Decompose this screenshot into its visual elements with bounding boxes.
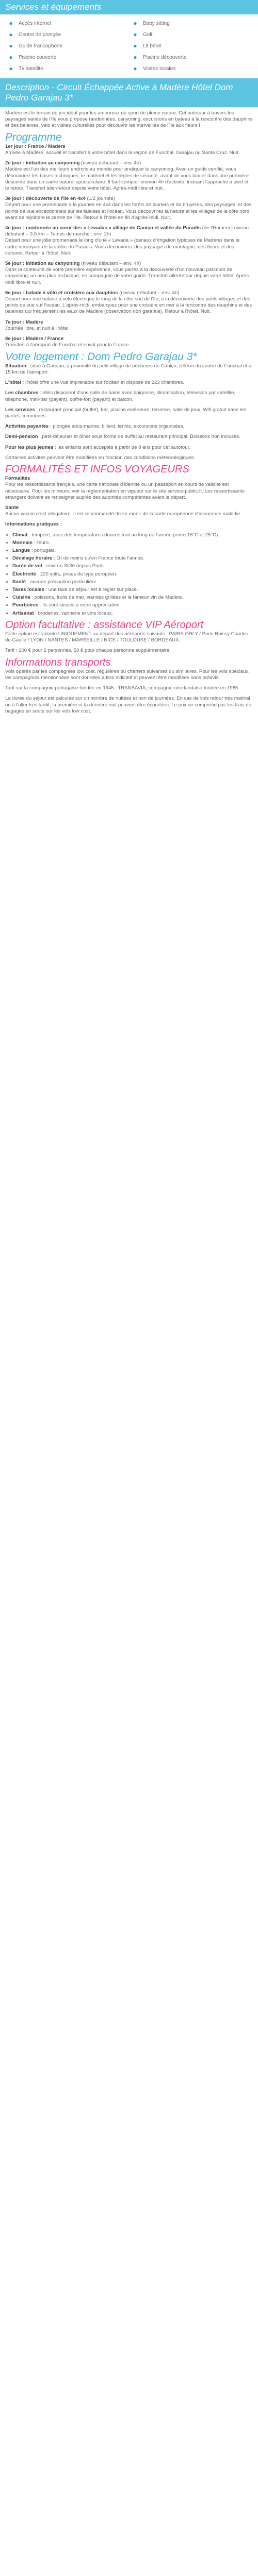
programme-day xyxy=(5,319,253,332)
info-item-text: 220 volts, prises de type européen. xyxy=(40,571,118,577)
programme-day-head: 8e jour : Madère / France xyxy=(5,336,64,342)
formalities-info-label: Informations pratiques : xyxy=(5,521,62,528)
services-title: Services et équipements xyxy=(0,0,258,14)
info-item: • Électricité : 220 volts, prises de type européen. xyxy=(12,571,253,578)
programme-day-head: 5e jour : initiation au canyoning xyxy=(5,261,80,267)
programme-day-extra: (niveau débutant – env. 4h) xyxy=(81,160,141,166)
info-item-label: Taxes locales xyxy=(12,586,44,592)
page xyxy=(0,0,258,722)
hotel-half-board-label: Demi-pension xyxy=(5,434,38,440)
diving-icon: ● xyxy=(9,31,13,38)
info-item: • Pourboires : ils sont laissés à votre appréciation. xyxy=(12,602,253,608)
programme-day-extra: (1/2 journée) xyxy=(87,196,115,202)
transports-airlines: Tarif sur la compagnie portugaise fondée en 1945 : TRANSAVIA, compagnie néerlandaise fondée en 1965. xyxy=(5,685,240,691)
info-item: • Santé : aucune précaution particulière. xyxy=(12,579,253,585)
programme-day-head: 7e jour : Madère xyxy=(5,319,43,325)
transports-title: Informations transports xyxy=(5,656,111,668)
description-title: Description - Circuit Échappée Active à Madère Hôtel Dom Pedro Garajau 3* xyxy=(0,78,258,107)
formalities-docs xyxy=(5,476,253,501)
services-grid xyxy=(0,14,258,78)
programme-list xyxy=(5,144,253,349)
options-title: Option facultative : assistance VIP Aéroport xyxy=(5,619,204,631)
hotel-situation-text: : situé à Garajau, à proximité du petit village de pêcheurs de Caniço, à 5 km du centre de Funchal et à 15 km de l'aéroport. xyxy=(5,363,252,375)
info-item-label: Santé xyxy=(12,579,26,585)
info-item: • Monnaie : l'euro. xyxy=(12,540,253,546)
programme-day-extra: (niveau débutant – env. 4h) xyxy=(81,261,141,267)
formalities-title: FORMALITÉS ET INFOS VOYAGEURS xyxy=(5,463,189,475)
service-label: Golf xyxy=(143,31,153,38)
service-item xyxy=(132,41,251,50)
programme-day-text: Transfert à l'aéroport de Funchal et envol pour la France. xyxy=(5,342,130,348)
formalities-docs-text: Pour les ressortissants français, une carte nationale d'identité ou un passeport en cours de validité est nécessaire. Pour les mineurs, voir la réglementation en vigueur sur le site service-public.fr. Les ressortissants étrangers doivent se renseigner auprès des autorités compétentes avant le départ. xyxy=(5,482,245,500)
hotel-rooms xyxy=(5,390,253,402)
info-item-text: une taxe de séjour est à régler sur place. xyxy=(48,586,138,592)
formalities-health xyxy=(5,505,253,517)
info-item: • Artisanat : broderies, vannerie et vins locaux. xyxy=(12,611,253,617)
service-label: Lit bébé xyxy=(143,43,162,49)
hotel-services-text: : restaurant principal (buffet), bar, piscine extérieure, terrasse, salle de jeux, Wifi gratuit dans les parties communes. xyxy=(5,406,246,419)
hotel-rooms-label: Les chambres xyxy=(5,390,39,396)
info-item-label: Pourboires xyxy=(12,602,39,608)
wifi-icon: ● xyxy=(9,20,13,27)
info-item-text: broderies, vannerie et vins locaux. xyxy=(38,610,114,616)
hotel-important-text: : les enfants sont acceptés à partir de 8 ans pour cet autotour. xyxy=(54,444,190,450)
programme-day xyxy=(5,290,253,315)
service-item xyxy=(7,19,126,28)
programme-day-text: Départ pour une promenade à la journée en 4x4 dans les forêts de lauriers et de bruyères, des paysages, et des points de vue exceptionnels sur les falaises et l'océan. Vous découvrirez la nature et les villages de la côte nord avant de rejoindre le centre de l'île. Retour à l'hôtel en fin d'après-midi. Nuit. xyxy=(5,202,252,221)
crib-icon: ● xyxy=(133,42,137,49)
service-item xyxy=(7,64,126,73)
guide-icon: ● xyxy=(9,42,13,49)
options-price: Tarif : 100 € pour 2 personnes, 50 € pour chaque personne supplémentaire. xyxy=(5,648,171,654)
info-item-label: Monnaie xyxy=(12,539,33,546)
tour-icon: ● xyxy=(133,65,137,72)
formalities-info-list xyxy=(5,532,253,617)
service-label: Centre de plongée xyxy=(19,31,61,38)
service-item xyxy=(132,19,251,28)
programme-day xyxy=(5,196,253,221)
programme-day-extra: (niveau débutant – env. 4h) xyxy=(119,290,180,296)
formalities-docs-label: Formalités xyxy=(5,476,30,482)
transports-text: Vols opérés par les compagnies low cost, régulières ou charters suivantes ou similaires. Pour les vols spéciaux, les compagnies mentionnées sont données à titre indicatif et peuvent être modifiées sans préavis. xyxy=(5,668,250,681)
info-item-label: Climat xyxy=(12,532,28,538)
programme-day-text: Arrivée à Madère, accueil et transfert à votre hôtel dans la région de Funchal. Garajau ou Santa Cruz. Nuit. xyxy=(5,150,240,156)
info-item-text: poissons, fruits de mer, viandes grillées et le fameux vin de Madère. xyxy=(34,595,184,601)
indoor-pool-icon: ● xyxy=(9,54,13,61)
formalities-health-label: Santé xyxy=(5,504,19,511)
service-label: Visites locales xyxy=(143,65,176,72)
programme-day xyxy=(5,225,253,257)
info-item-text: 1h de moins qu'en France toute l'année. xyxy=(56,555,144,562)
programme-day xyxy=(5,261,253,286)
hotel-hotel-text: : l'hôtel offre une vue imprenable sur l'océan et dispose de 223 chambres. xyxy=(22,380,185,386)
service-label: Piscine couverte xyxy=(19,54,57,60)
hotel-half-board-text: : petit-déjeuner et dîner sous forme de buffet au restaurant principal. Boissons non incluses. xyxy=(39,434,240,440)
programme-title: Programme xyxy=(5,131,62,143)
service-label: Guide francophone xyxy=(19,43,63,49)
service-item xyxy=(132,53,251,62)
service-item xyxy=(7,30,126,39)
service-label: Accès internet xyxy=(19,20,52,26)
info-item-text: aucune précaution particulière. xyxy=(30,579,98,585)
info-item-text: ils sont laissés à votre appréciation. xyxy=(42,602,121,608)
info-item-label: Langue xyxy=(12,547,30,553)
info-item-text: l'euro. xyxy=(36,539,50,546)
programme-day xyxy=(5,144,253,156)
programme-day-text: Dans la continuité de votre première expérience, vous partez à la découverte d'un nouveau parcours de canyoning, un peu plus technique, en compagnie de votre guide. Transfert aller/retour depuis votre hôtel. Après-midi libre et nuit. xyxy=(5,267,251,285)
programme-day-text: Journée libre, et nuit à l'hôtel. xyxy=(5,325,70,331)
tv-icon: ● xyxy=(9,65,13,72)
service-label: Baby sitting xyxy=(143,20,170,26)
service-label: Tv satellite xyxy=(19,65,43,72)
hotel-important xyxy=(5,445,253,451)
info-item: • Durée de vol : environ 3h30 depuis Paris. xyxy=(12,563,253,569)
outdoor-pool-icon: ● xyxy=(133,54,137,61)
hotel-activities-label: Activités payantes xyxy=(5,423,49,430)
hotel-title: Votre logement : Dom Pedro Garajau 3* xyxy=(5,350,197,363)
programme-day xyxy=(5,336,253,348)
hotel-situation xyxy=(5,363,253,376)
programme-day-text: Départ pour une jolie promenade le long d'une « Levada » (canaux d'irrigation typiques de Madère) dans le cadre verdoyant de la vallée du Paradis. Vous découvrirez des paysages de montagne, des fleurs et des cultures. Retour à l'hôtel. Nuit. xyxy=(5,238,240,256)
programme-day-text: Départ pour une balade à vélo électrique le long de la côte sud de l'île, à la découverte des petits villages et des points de vue sur l'océan. L'après-midi, embarquez pour une croisière en mer à la rencontre des dauphins et des baleines qui fréquentent les eaux de Madère (observation non garantie). Retour à l'hôtel. Nuit. xyxy=(5,296,252,315)
golf-icon: ● xyxy=(133,31,137,38)
programme-day-head: 4e jour : randonnée au cœur des « Levadas » village de Caniço et vallée du Paradis xyxy=(5,225,201,231)
service-item xyxy=(7,41,126,50)
info-item-text: tempéré, avec des températures douces tout au long de l'année (entre 18°C et 25°C). xyxy=(31,532,219,538)
info-item-label: Électricité xyxy=(12,571,36,577)
hotel-services-label: Les services xyxy=(5,406,35,413)
info-item-label: Décalage horaire xyxy=(12,555,53,562)
hotel-hotel-label: L'hôtel xyxy=(5,380,22,386)
info-item-text: environ 3h30 depuis Paris. xyxy=(46,563,105,569)
info-item: • Taxes locales : une taxe de séjour est à régler sur place. xyxy=(12,587,253,593)
info-item-label: Artisanat xyxy=(12,610,34,616)
hotel-activities-text: : plongée sous-marine, billard, tennis, excursions organisées. xyxy=(50,423,185,430)
info-item-text: portugais. xyxy=(34,547,56,553)
service-item xyxy=(7,53,126,62)
hotel-hotel xyxy=(5,380,253,386)
formalities-health-text: Aucun vaccin n'est obligatoire. Il est recommandé de se munir de la carte européenne d'assurance maladie. xyxy=(5,511,242,517)
service-item xyxy=(132,30,251,39)
programme-day-head: 2e jour : initiation au canyoning xyxy=(5,160,80,166)
baby-icon: ● xyxy=(133,20,137,27)
info-item-label: Durée de vol xyxy=(12,563,42,569)
info-item: • Climat : tempéré, avec des températures douces tout au long de l'année (entre 18°C et 25°C). xyxy=(12,532,253,538)
transports-note: La durée du séjour est calculée sur un nombre de nuitées et non de journées. En cas de vols retour très matinal ou à l'aller très tardif, la première et la dernière nuit peuvent être écourtées. Le prix ne comprend pas les frais de bagages en soute sur les vols low cost. xyxy=(5,696,251,714)
programme-day xyxy=(5,160,253,192)
programme-day-head: 6e jour : balade à vélo et croisière aux dauphins xyxy=(5,290,118,296)
programme-day-head: 1er jour : France / Madère xyxy=(5,143,66,149)
description-body xyxy=(0,107,258,722)
info-item-label: Cuisine xyxy=(12,595,30,601)
hotel-important-label: Pour les plus jeunes xyxy=(5,444,54,450)
hotel-activities xyxy=(5,423,253,430)
description-intro: Madère est le terrain de jeu idéal pour les amoureux du sport de pleine nature. Cet autotour à travers les paysages variés de l'île vous propose randonnées, canyoning, excursions en bateau à la rencontre des dauphins et des baleines, vélo et visites culturelles pour découvrir les merveilles de l'île aux fleurs ! xyxy=(5,110,253,129)
info-item: • Décalage horaire : 1h de moins qu'en France toute l'année. xyxy=(12,555,253,562)
info-item: • Cuisine : poissons, fruits de mer, viandes grillées et le fameux vin de Madère. xyxy=(12,595,253,601)
info-item: • Langue : portugais. xyxy=(12,548,253,554)
hotel-situation-label: Situation xyxy=(5,363,27,369)
programme-day-text: Madère est l'un des meilleurs endroits au monde pour pratiquer le canyoning. Avec un guide certifié, vous découvrirez les bases techniques, le matériel et les règles de sécurité, avant de vous lancer dans une première descente dans un cadre naturel spectaculaire. Il faut compter environ 4h d'activité, incluant l'approche à pied et le retour. Transfert aller/retour depuis votre hôtel. Après-midi libre et nuit. xyxy=(5,166,249,192)
hotel-notes: Certaines activités peuvent être modifiées en fonction des conditions météorologiques. xyxy=(5,454,195,461)
service-item xyxy=(132,64,251,73)
hotel-half-board xyxy=(5,434,253,440)
programme-day-extra: (de l'Homem | niveau débutant – 3,5 km – Temps de marche : env. 2h) xyxy=(5,225,249,238)
service-label: Piscine découverte xyxy=(143,54,187,60)
options-text: Cette option est valable UNIQUEMENT au départ des aéroports suivants : PARIS ORLY / Paris Roissy Charles de Gaulle / LYON / NANTES / MARSEILLE / NICE / TOULOUSE / BORDEAUX. xyxy=(5,631,248,643)
programme-day-head: 3e jour : découverte de l'île en 4x4 xyxy=(5,196,86,202)
hotel-services xyxy=(5,407,253,419)
hotel-rooms-text: : elles disposent d'une salle de bains avec baignoire, climatisation, télévision par satellite, téléphone, mini-bar (payant), coffre-fort (payant) et balcon. xyxy=(5,390,236,402)
